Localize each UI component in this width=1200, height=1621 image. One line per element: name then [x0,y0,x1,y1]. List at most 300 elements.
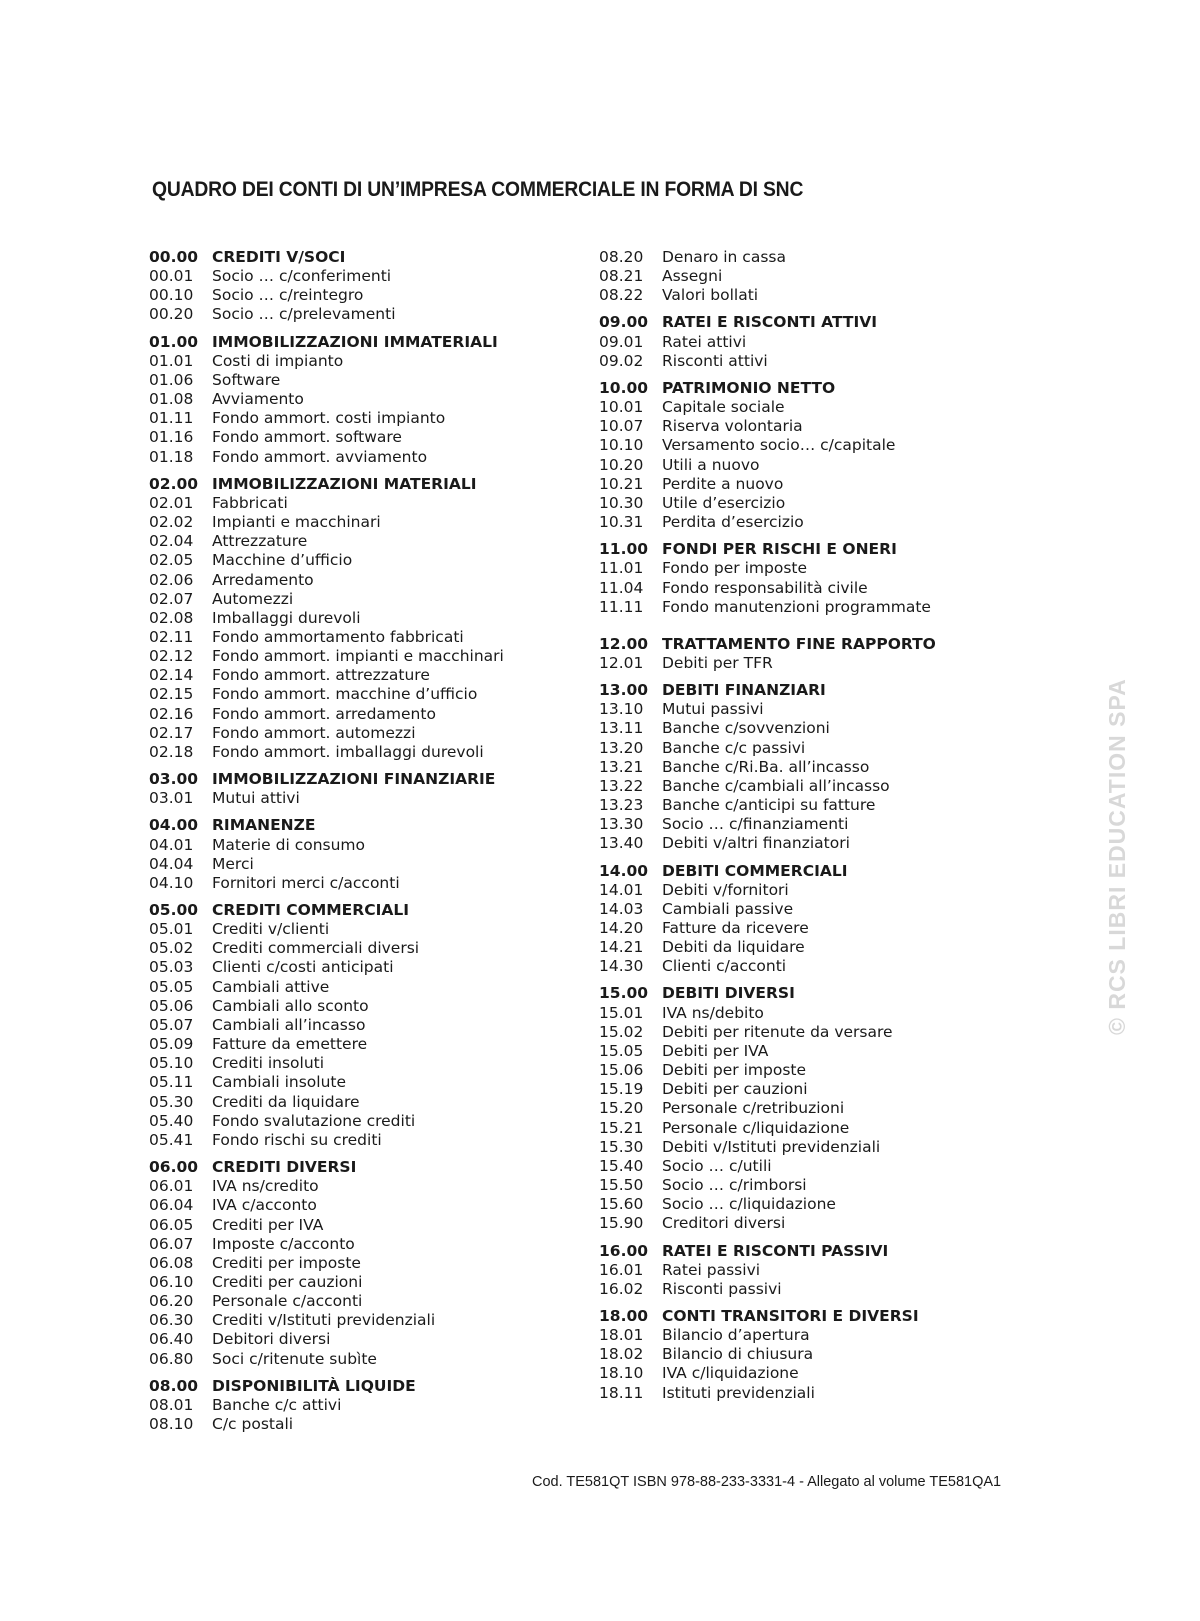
account-code: 08.00 [149,1376,199,1395]
account-row [149,571,569,590]
account-code: 15.20 [599,1099,644,1118]
account-row [149,789,569,808]
account-code: 13.30 [599,815,644,834]
account-row [149,666,569,685]
account-row [599,398,1039,417]
account-code: 06.30 [149,1311,194,1330]
account-label: Riserva volontaria [662,417,803,436]
account-code: 06.00 [149,1158,199,1177]
account-code: 14.21 [599,938,644,957]
section-name: IMMOBILIZZAZIONI FINANZIARIE [212,770,496,789]
section-heading [599,1242,1039,1261]
account-code: 10.07 [599,417,644,436]
account-code: 14.20 [599,919,644,937]
account-row [149,1311,569,1330]
account-label: Debiti da liquidare [662,938,805,957]
account-code: 02.18 [149,742,194,761]
section-heading [599,984,1039,1003]
account-code: 15.00 [599,984,649,1003]
account-row [599,796,1039,815]
account-label: Banche c/c attivi [212,1395,342,1414]
account-code: 05.41 [149,1130,194,1149]
account-code: 15.21 [599,1118,644,1137]
account-label: Fondo svalutazione crediti [212,1111,416,1130]
section-name: DEBITI FINANZIARI [662,681,826,700]
account-label: Fondo per imposte [662,559,808,578]
account-section [599,1307,1039,1403]
account-row [149,1235,569,1254]
section-heading [599,681,1039,700]
account-label: Fondo ammort. arredamento [212,704,436,723]
account-code: 08.10 [149,1415,194,1434]
account-code: 13.00 [599,681,649,700]
account-row [599,1345,1039,1364]
account-label: Banche c/cambiali all’incasso [662,776,890,795]
account-row [149,855,569,874]
account-code: 05.40 [149,1111,194,1130]
account-code: 05.11 [149,1073,194,1092]
account-code: 05.30 [149,1092,194,1111]
section-heading [599,862,1039,881]
account-row [149,1292,569,1311]
account-label: C/c postali [212,1415,294,1434]
account-code: 15.60 [599,1195,644,1214]
account-row [149,390,569,409]
account-row [599,900,1039,919]
account-section [149,770,569,808]
account-label: Software [212,370,281,389]
account-code: 01.16 [149,428,194,447]
account-row [599,1099,1039,1118]
account-label: Fondo ammort. imballaggi durevoli [212,742,484,761]
account-label: Personale c/liquidazione [662,1118,850,1137]
account-label: Banche c/sovvenzioni [662,719,830,738]
account-row [149,920,569,939]
account-row [149,494,569,513]
account-label: Merci [212,854,254,873]
account-row [599,559,1039,578]
account-row [599,1080,1039,1099]
account-section [149,333,569,467]
account-row [599,719,1039,738]
account-code: 14.01 [599,880,644,899]
account-label: Socio … c/utili [662,1156,772,1175]
account-row [149,448,569,467]
account-label: Cambiali attive [212,977,330,996]
account-code: 13.23 [599,796,644,815]
account-code: 02.07 [149,589,194,608]
account-code: 04.10 [149,873,194,892]
account-section [599,635,1039,673]
account-label: Debiti per IVA [662,1041,769,1060]
account-label: Fondo ammort. software [212,428,402,447]
account-label: Fondo ammort. costi impianto [212,409,446,428]
account-label: Imposte c/acconto [212,1234,355,1253]
account-row [599,881,1039,900]
account-label: Mutui passivi [662,700,764,719]
account-row [599,1061,1039,1080]
account-row [599,1042,1039,1061]
account-label: Crediti v/clienti [212,920,330,939]
account-label: Utili a nuovo [662,455,760,474]
account-code: 01.11 [149,409,194,428]
account-row [599,1261,1039,1280]
account-label: Ratei passivi [662,1260,761,1279]
account-code: 02.02 [149,513,194,532]
account-row [149,590,569,609]
account-code: 18.01 [599,1326,644,1345]
account-row [149,705,569,724]
section-heading [149,1377,569,1396]
account-label: Fondo ammortamento fabbricati [212,627,464,646]
account-row [149,836,569,855]
account-label: Risconti passivi [662,1279,782,1298]
account-code: 06.04 [149,1196,194,1215]
section-name: IMMOBILIZZAZIONI MATERIALI [212,474,477,493]
section-name: IMMOBILIZZAZIONI IMMATERIALI [212,332,498,351]
account-code: 02.11 [149,627,194,646]
account-label: Socio … c/finanziamenti [662,815,849,834]
account-code: 00.10 [149,286,194,305]
account-section [149,1377,569,1434]
account-code: 16.00 [599,1241,649,1260]
account-section [599,313,1039,370]
account-code: 00.01 [149,267,194,286]
section-name: PATRIMONIO NETTO [662,378,836,397]
account-code: 02.16 [149,704,194,723]
account-row [599,1138,1039,1157]
account-row [149,1054,569,1073]
section-heading [149,475,569,494]
account-section [599,379,1039,532]
account-row [599,248,1039,267]
account-code: 11.00 [599,540,649,559]
account-label: Fondo ammort. macchine d’ufficio [212,685,478,704]
account-row [599,1326,1039,1345]
account-code: 11.11 [599,597,644,616]
account-code: 18.10 [599,1364,644,1383]
account-row [599,1214,1039,1233]
account-section [149,475,569,762]
account-label: Debiti per imposte [662,1061,807,1080]
account-code: 09.01 [599,332,644,351]
account-code: 15.90 [599,1214,644,1233]
section-heading [599,540,1039,559]
account-row [149,1254,569,1273]
account-code: 01.06 [149,370,194,389]
account-label: Arredamento [212,570,314,589]
account-code: 06.07 [149,1234,194,1253]
account-row [149,1093,569,1112]
account-row [599,957,1039,976]
account-code: 16.02 [599,1279,644,1298]
account-code: 18.02 [599,1345,644,1364]
account-row [599,513,1039,532]
account-row [599,436,1039,455]
account-label: IVA ns/credito [212,1177,319,1196]
account-label: Debiti per cauzioni [662,1080,808,1099]
account-code: 01.08 [149,390,194,409]
account-section [599,1242,1039,1299]
account-label: Mutui attivi [212,789,300,808]
account-label: IVA c/liquidazione [662,1364,799,1383]
account-label: Utile d’esercizio [662,493,786,512]
account-code: 04.00 [149,816,199,835]
account-row [149,409,569,428]
account-label: Bilancio d’apertura [662,1326,810,1345]
account-code: 01.01 [149,351,194,370]
page-title: QUADRO DEI CONTI DI UN’IMPRESA COMMERCIALE IN FORMA DI SNC [152,178,804,201]
account-code: 15.01 [599,1003,644,1022]
account-code: 02.12 [149,647,194,666]
account-code: 10.31 [599,513,644,532]
account-label: Banche c/anticipi su fatture [662,796,876,815]
account-code: 06.40 [149,1330,194,1349]
account-label: Fabbricati [212,493,288,512]
account-label: Creditori diversi [662,1214,786,1233]
account-row [599,286,1039,305]
account-row [599,834,1039,853]
account-code: 15.40 [599,1156,644,1175]
account-row [599,1195,1039,1214]
account-row [599,1004,1039,1023]
account-row [599,777,1039,796]
account-label: Perdite a nuovo [662,474,784,493]
account-code: 10.21 [599,474,644,493]
account-label: Crediti v/Istituti previdenziali [212,1311,436,1330]
account-row [149,1273,569,1292]
account-row [599,1384,1039,1403]
account-row [149,551,569,570]
account-label: Fondo responsabilità civile [662,578,868,597]
account-row [149,1330,569,1349]
account-code: 06.05 [149,1215,194,1234]
account-code: 05.02 [149,939,194,958]
account-code: 14.30 [599,957,644,976]
account-label: Imballaggi durevoli [212,608,361,627]
account-row [599,938,1039,957]
section-name: CREDITI DIVERSI [212,1158,357,1177]
account-code: 18.11 [599,1383,644,1402]
account-label: Banche c/Ri.Ba. all’incasso [662,757,870,776]
account-row [149,1035,569,1054]
account-label: Crediti per cauzioni [212,1272,363,1291]
account-row [149,958,569,977]
account-code: 06.08 [149,1253,194,1272]
account-code: 05.07 [149,1015,194,1034]
account-label: Cambiali all’incasso [212,1015,366,1034]
section-heading [149,248,569,267]
account-row [149,267,569,286]
account-label: Crediti commerciali diversi [212,939,420,958]
account-code: 05.10 [149,1054,194,1073]
account-code: 02.05 [149,551,194,570]
section-name: DEBITI COMMERCIALI [662,861,848,880]
account-row [149,352,569,371]
account-code: 10.00 [599,378,649,397]
account-label: Fornitori merci c/acconti [212,873,400,892]
section-name: CREDITI V/SOCI [212,248,346,266]
account-label: Fondo ammort. attrezzature [212,666,430,685]
copyright-watermark: © RCS LIBRI EDUCATION SPA [1104,678,1130,1035]
account-label: Fatture da ricevere [662,919,809,937]
account-code: 10.10 [599,436,644,455]
account-label: Fondo ammort. avviamento [212,447,428,466]
account-label: Istituti previdenziali [662,1383,815,1402]
account-label: Fondo ammort. impianti e macchinari [212,647,504,666]
account-row [599,815,1039,834]
account-code: 15.05 [599,1041,644,1060]
account-code: 06.10 [149,1272,194,1291]
account-row [599,1023,1039,1042]
account-label: Crediti da liquidare [212,1092,360,1111]
account-code: 09.02 [599,351,644,370]
account-label: Socio … c/liquidazione [662,1195,836,1214]
account-row [149,743,569,762]
account-row [599,1157,1039,1176]
account-code: 15.30 [599,1137,644,1156]
account-row [599,654,1039,673]
account-code: 09.00 [599,313,649,332]
account-row [149,428,569,447]
account-row [149,1131,569,1150]
account-code: 15.02 [599,1022,644,1041]
account-row [149,874,569,893]
account-label: Versamento socio… c/capitale [662,436,896,455]
account-section [149,248,569,325]
account-row [599,919,1039,938]
account-code: 16.01 [599,1260,644,1279]
account-row [149,609,569,628]
account-row [599,739,1039,758]
account-label: Avviamento [212,390,304,409]
account-row [599,494,1039,513]
section-name: FONDI PER RISCHI E ONERI [662,540,897,559]
account-code: 15.06 [599,1061,644,1080]
section-name: TRATTAMENTO FINE RAPPORTO [662,634,936,653]
account-code: 03.01 [149,789,194,808]
account-code: 02.01 [149,493,194,512]
account-row [149,1073,569,1092]
account-code: 02.17 [149,723,194,742]
account-row [149,628,569,647]
account-label: Perdita d’esercizio [662,513,804,532]
account-label: Clienti c/acconti [662,957,787,976]
account-code: 01.00 [149,332,199,351]
account-row [149,532,569,551]
account-row [599,579,1039,598]
account-row [149,685,569,704]
account-code: 06.01 [149,1177,194,1196]
section-heading [149,333,569,352]
account-label: Ratei attivi [662,332,747,351]
account-code: 03.00 [149,770,199,789]
account-row [599,700,1039,719]
account-row [599,267,1039,286]
account-label: Crediti per IVA [212,1215,324,1234]
account-code: 13.21 [599,757,644,776]
account-code: 04.01 [149,835,194,854]
account-row [149,939,569,958]
account-row [149,724,569,743]
account-label: Materie di consumo [212,835,366,854]
account-row [149,1216,569,1235]
section-gap [599,625,1039,635]
account-label: Crediti insoluti [212,1054,325,1073]
section-heading [599,379,1039,398]
section-name: DEBITI DIVERSI [662,984,795,1003]
account-row [149,305,569,324]
account-row [599,1364,1039,1383]
section-name: RIMANENZE [212,816,316,835]
account-row [599,598,1039,617]
account-row [599,475,1039,494]
account-row [149,1415,569,1434]
account-row [149,1196,569,1215]
account-code: 02.04 [149,532,194,551]
account-row [599,1280,1039,1299]
account-section [149,1158,569,1369]
account-code: 06.20 [149,1292,194,1311]
account-label: Debiti per ritenute da versare [662,1022,893,1041]
account-code: 08.01 [149,1395,194,1414]
account-code: 04.04 [149,854,194,873]
account-row [149,1177,569,1196]
account-code: 02.08 [149,608,194,627]
account-code: 06.80 [149,1349,194,1368]
account-row [599,758,1039,777]
account-code: 05.00 [149,901,199,919]
account-code: 13.10 [599,700,644,719]
section-heading [149,901,569,920]
section-heading [149,1158,569,1177]
account-code: 01.18 [149,447,194,466]
account-label: Costi di impianto [212,351,344,370]
account-section [599,540,1039,617]
account-code: 05.09 [149,1035,194,1054]
account-row [149,513,569,532]
account-row [149,1112,569,1131]
account-code: 05.05 [149,977,194,996]
account-label: Capitale sociale [662,398,785,417]
account-label: Cambiali passive [662,899,794,918]
account-code: 13.40 [599,834,644,853]
section-name: CONTI TRANSITORI E DIVERSI [662,1306,919,1325]
account-label: Socio … c/conferimenti [212,267,392,286]
account-label: Socio … c/rimborsi [662,1176,807,1195]
account-code: 11.04 [599,578,644,597]
account-code: 08.20 [599,248,644,266]
left-column [149,248,569,1442]
account-row [149,1350,569,1369]
account-code: 10.01 [599,398,644,417]
account-label: Macchine d’ufficio [212,551,353,570]
account-label: Crediti per imposte [212,1253,361,1272]
account-label: Cambiali insolute [212,1073,347,1092]
account-section [599,984,1039,1233]
section-name: CREDITI COMMERCIALI [212,901,409,919]
account-code: 10.30 [599,493,644,512]
account-code: 12.00 [599,634,649,653]
account-label: Soci c/ritenute subìte [212,1349,377,1368]
account-label: Cambiali allo sconto [212,996,369,1015]
section-heading [599,313,1039,332]
account-label: Fondo ammort. automezzi [212,723,416,742]
account-code: 08.22 [599,286,644,305]
account-code: 14.00 [599,861,649,880]
account-section [599,681,1039,853]
account-section [149,816,569,893]
